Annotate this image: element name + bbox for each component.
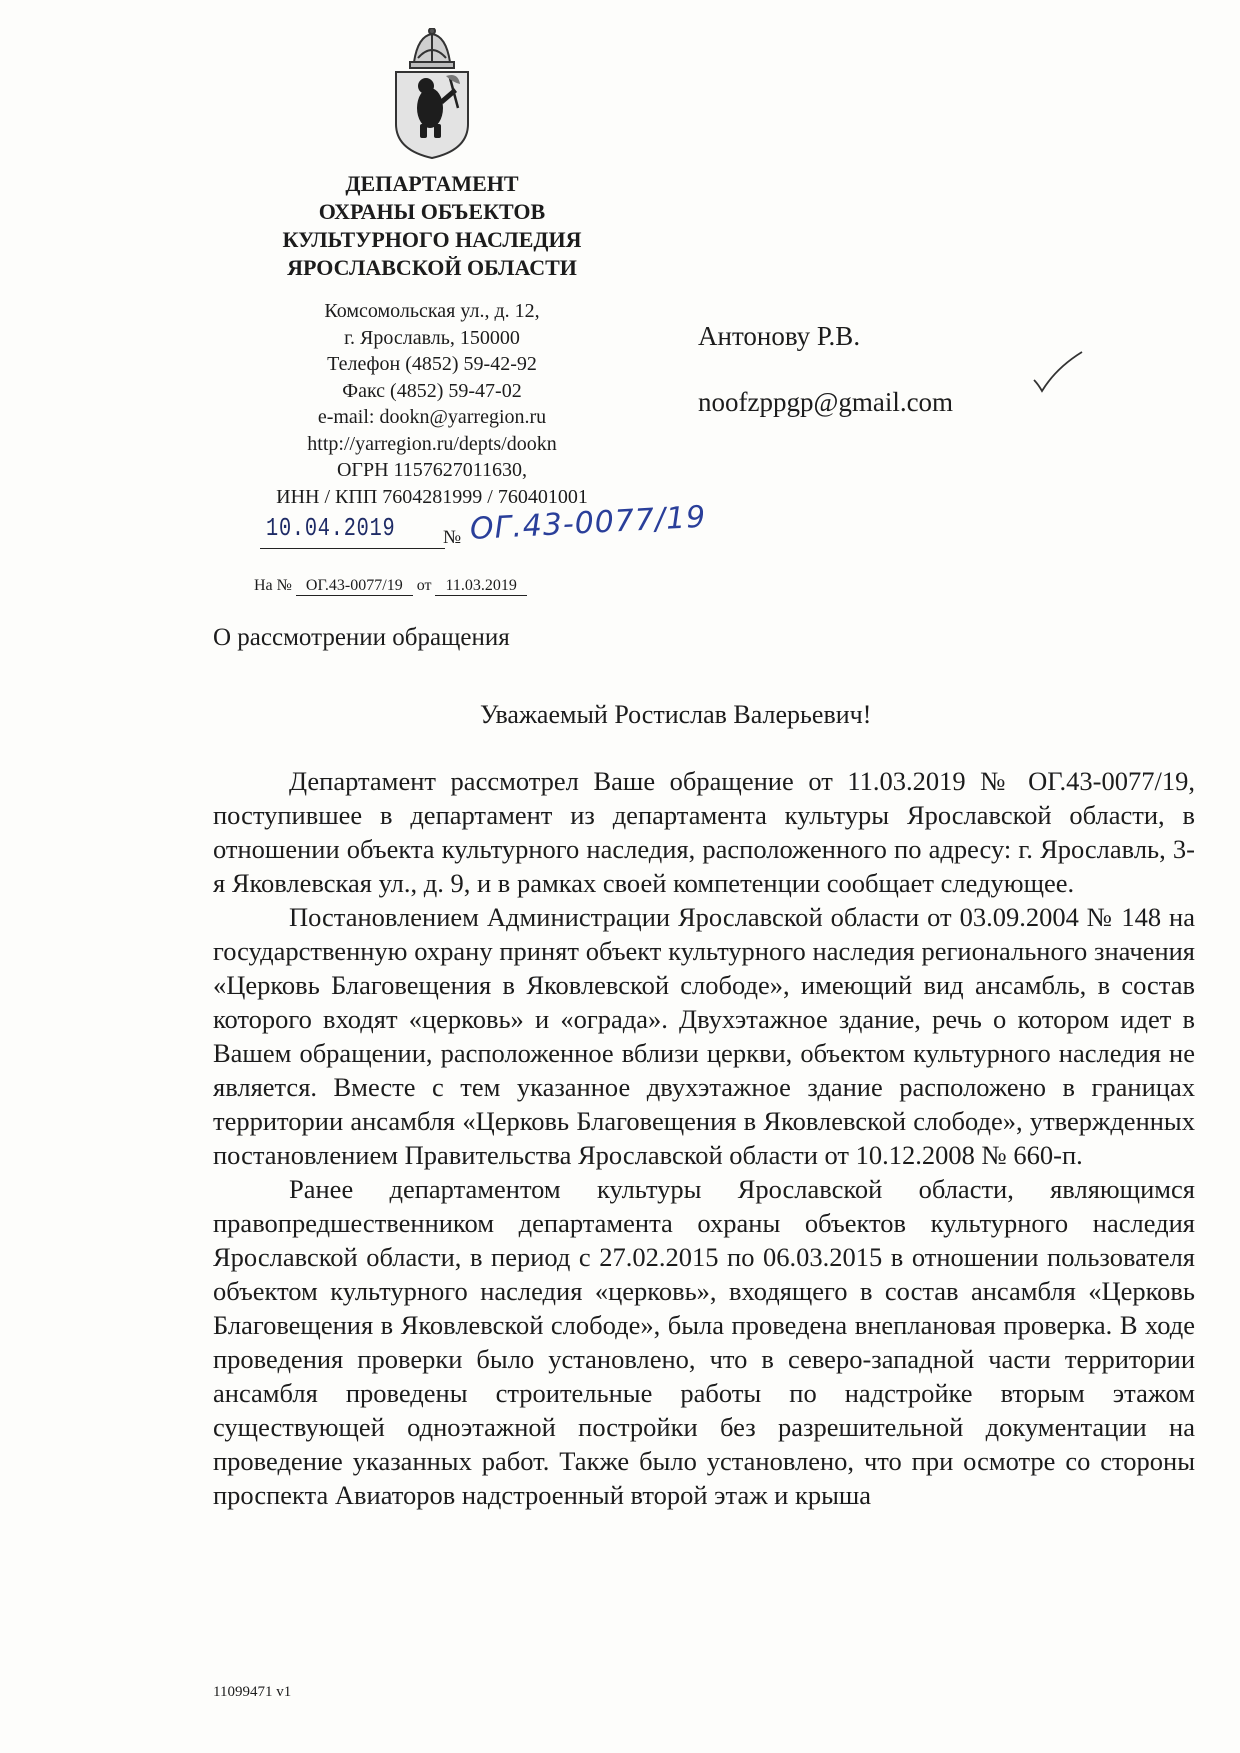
recipient-block <box>698 303 953 435</box>
website: http://yarregion.ru/depts/dookn <box>307 432 557 455</box>
paragraph: Постановлением Администрации Ярославской области от 03.09.2004 № 148 на государственную охрану принят объект культурного наследия регионального значения «Церковь Благовещения в Яковлевской слободе», имеющий вид ансамбль, в состав которого входят «церковь» и «ограда». Двухэтажное здание, речь о котором идет в Вашем обращении, расположенное вблизи церкви, объектом культурного наследия не является. Вместе с тем указанное двухэтажное здание расположено в границах территории ансамбля «Церковь Благовещения в Яковлевской слободе», утвержденных постановлением Правительства Ярославской области от 10.12.2008 № 660-п. <box>213 902 1195 1170</box>
organization-line: КУЛЬТУРНОГО НАСЛЕДИЯ <box>282 227 582 252</box>
organization-line: ДЕПАРТАМЕНТ <box>345 171 519 196</box>
registration-date-line <box>260 548 445 549</box>
ogrn: ОГРН 1157627011630, <box>336 459 528 481</box>
ref-label: На № <box>254 577 292 594</box>
letter-subject: О рассмотрении обращения <box>213 624 510 651</box>
registration-date-stamp: 10.04.2019 <box>266 513 396 543</box>
fax: Факс (4852) 59-47-02 <box>342 379 522 402</box>
phone: Телефон (4852) 59-42-92 <box>327 353 537 375</box>
greeting: Уважаемый Ростислав Валерьевич! <box>480 700 872 729</box>
registration-number-sign: № <box>443 527 462 548</box>
registration-number-handwritten: ОГ.43-0077/19 <box>469 499 708 547</box>
checkmark-icon <box>1030 350 1085 395</box>
recipient-email: noofzppgp@gmail.com <box>698 387 954 417</box>
inn-kpp: ИНН / КПП 7604281999 / 760401001 <box>276 485 588 508</box>
reference-line <box>254 577 527 596</box>
letter-body <box>213 764 1195 1512</box>
paragraph: Ранее департаментом культуры Ярославской области, являющимся правопредшественником департамента охраны объектов культурного наследия Ярославской области, в период с 27.02.2015 по 06.03.2015 в отношении пользователя объектом культурного наследия «церковь», входящего в состав ансамбля «Церковь Благовещения в Яковлевской слободе», была проведена внеплановая проверка. В ходе проведения проверки было установлено, что в северо-западной части территории ансамбля проведены строительные работы по надстройке вторым этажом существующей одноэтажной постройки без разрешительной документации на проведение указанных работ. Также было установлено, что при осмотре со стороны проспекта Авиаторов надстроенный второй этаж и крыша <box>213 1174 1195 1510</box>
document-version-id: 11099471 v1 <box>213 1684 292 1700</box>
address-city: г. Ярославль, 150000 <box>344 326 520 349</box>
email: e-mail: dookn@yarregion.ru <box>317 406 547 428</box>
address-street: Комсомольская ул., д. 12, <box>324 300 540 322</box>
organization-line: ОХРАНЫ ОБЪЕКТОВ <box>318 199 546 224</box>
ref-number: ОГ.43-0077/19 <box>296 577 413 596</box>
ref-from-label: от <box>416 577 432 594</box>
organization-contacts <box>215 298 649 510</box>
organization-line: ЯРОСЛАВСКОЙ ОБЛАСТИ <box>287 255 577 280</box>
paragraph: Департамент рассмотрел Ваше обращение от 11.03.2019 № ОГ.43-0077/19, поступившее в департамент из департамента культуры Ярославской области, в отношении объекта культурного наследия, расположенного по адресу: г. Ярославль, 3-я Яковлевская ул., д. 9, и в рамках своей компетенции сообщает следующее. <box>213 766 1195 898</box>
ref-date: 11.03.2019 <box>435 577 526 596</box>
organization-name <box>230 170 634 282</box>
recipient-name: Антонову Р.В. <box>698 321 861 351</box>
coat-of-arms-emblem <box>384 28 480 160</box>
